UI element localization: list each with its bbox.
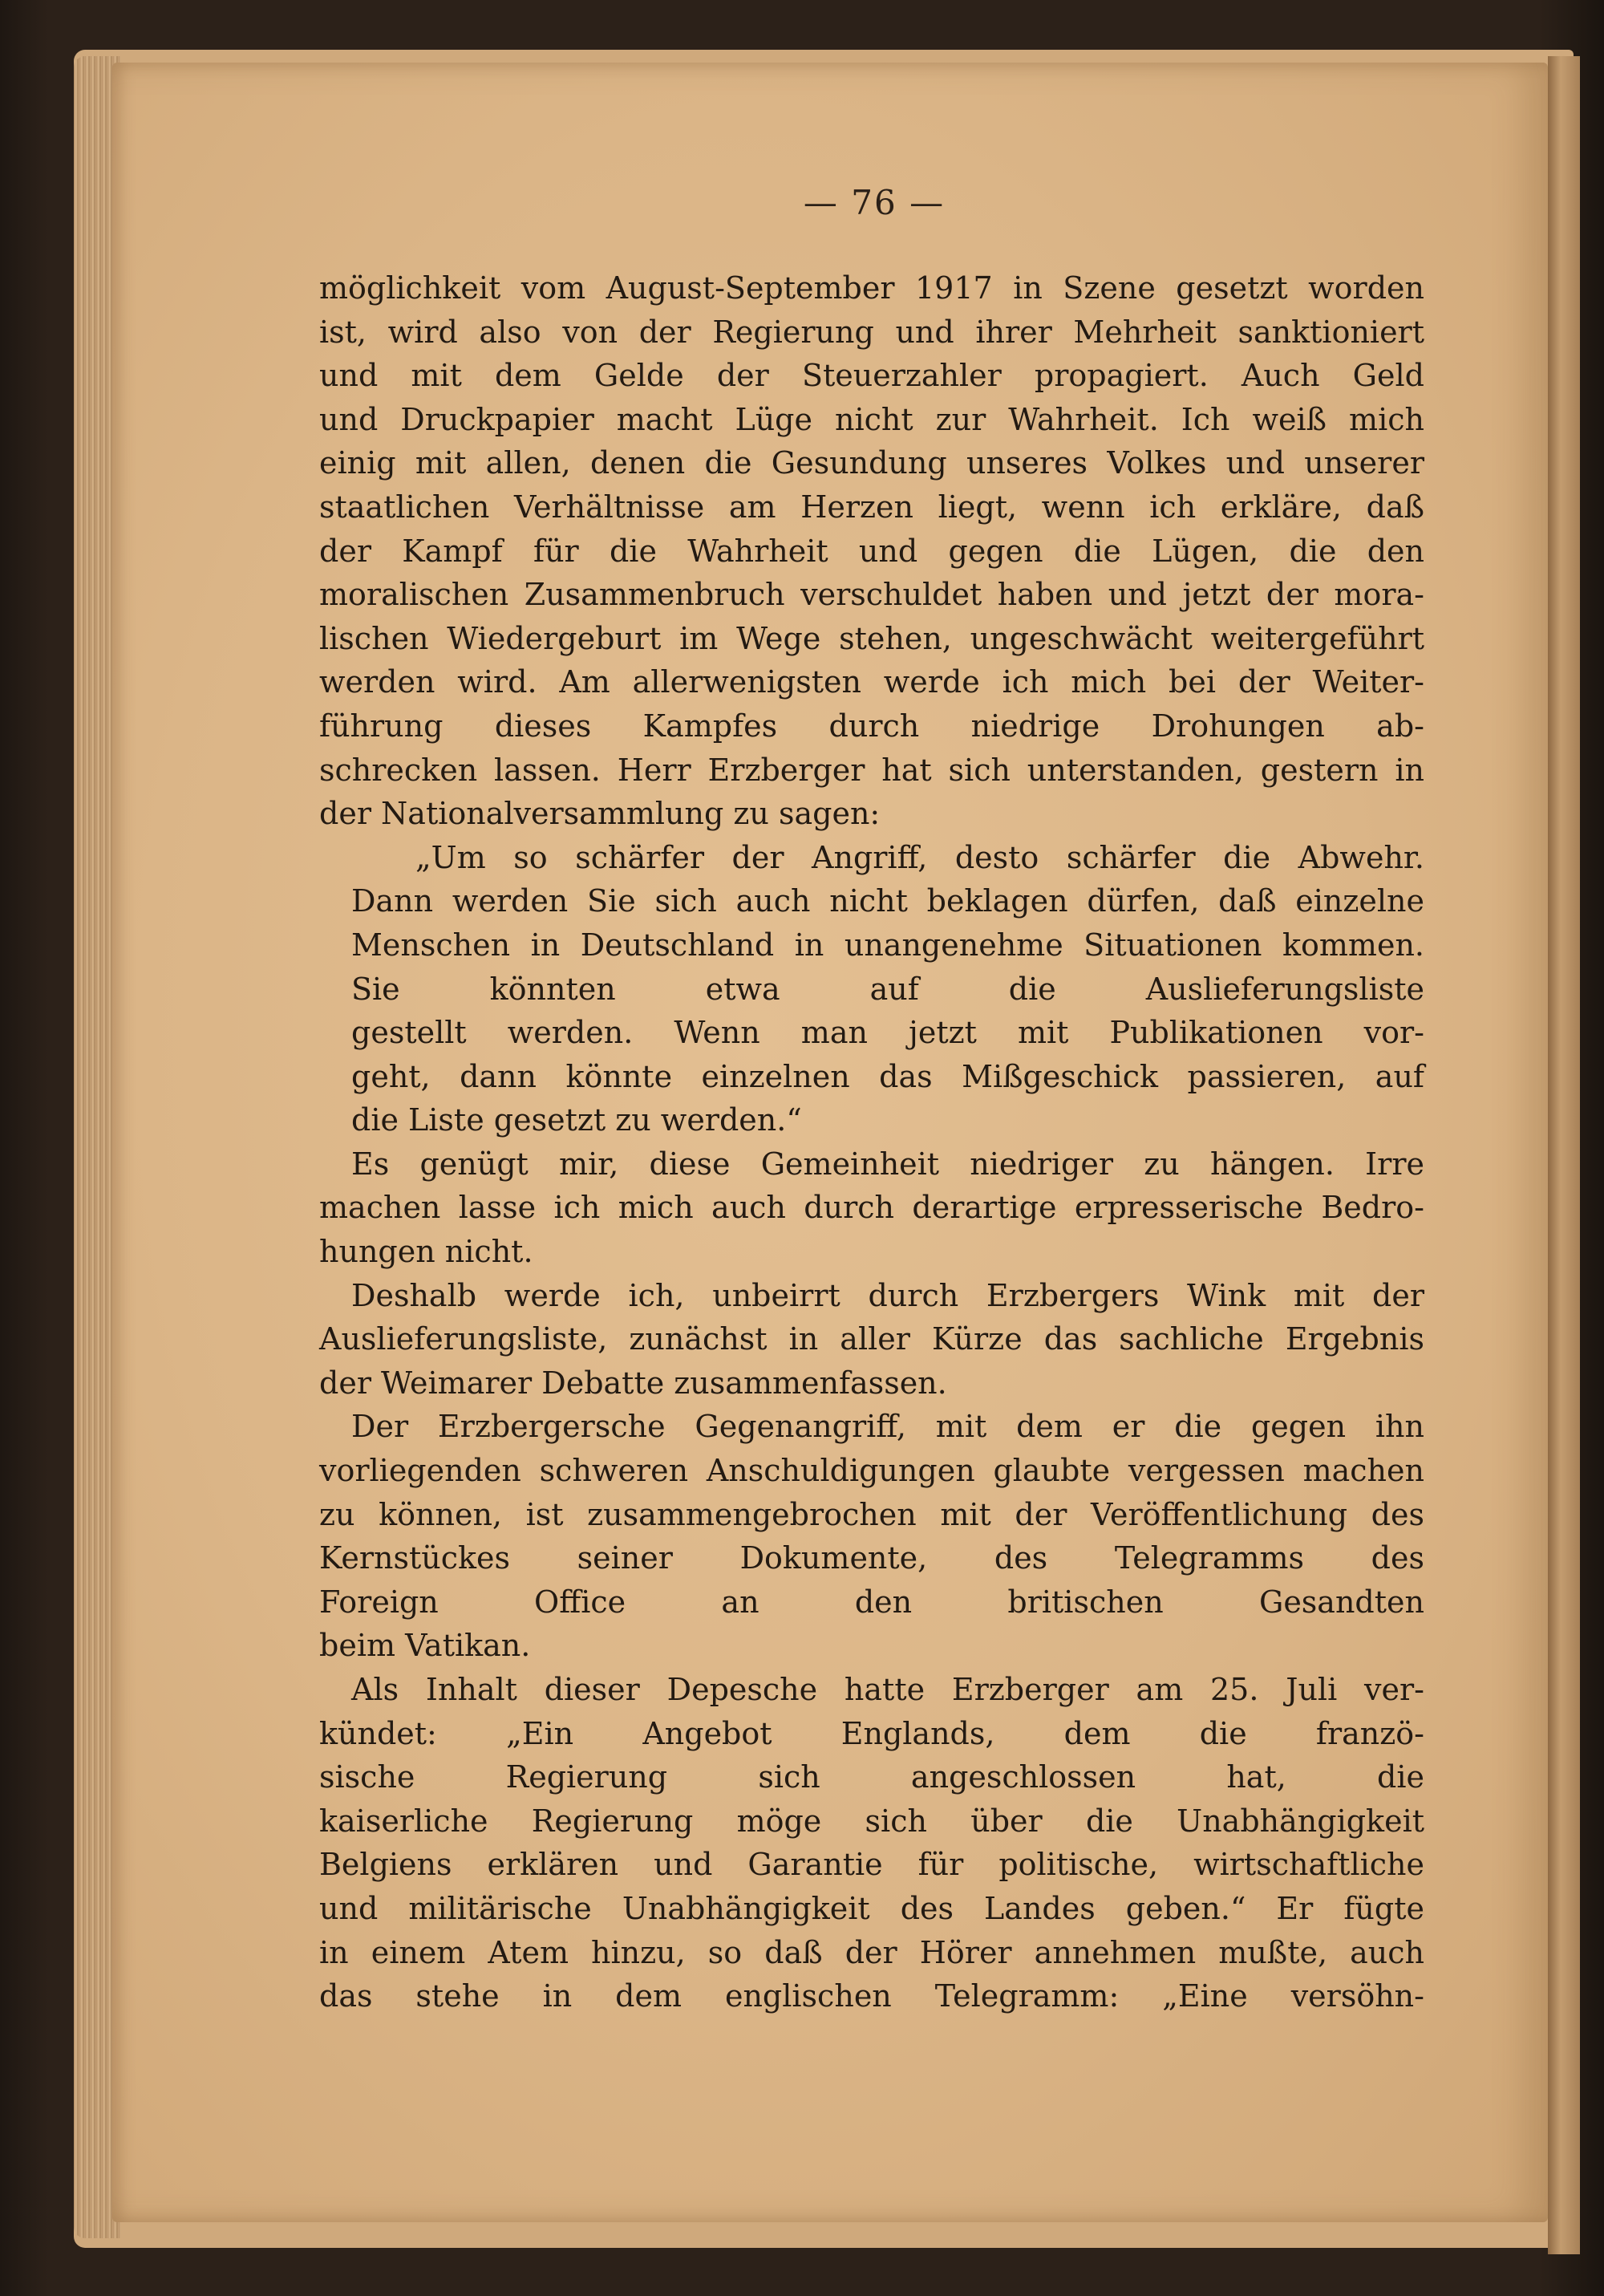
text-line: ist, wird also von der Regierung und ihrer Mehrheit sanktioniert — [319, 314, 1424, 350]
text-line: hungen nicht. — [319, 1234, 533, 1270]
text-line: Kernstückes seiner Dokumente, des Telegramms des — [319, 1540, 1424, 1576]
text-line: der Nationalversammlung zu sagen: — [319, 796, 881, 832]
text-line: kaiserliche Regierung möge sich über die Unabhängigkeit — [319, 1803, 1424, 1839]
quote-line: die Liste gesetzt zu werden.“ — [351, 1102, 802, 1138]
text-line: der Weimarer Debatte zusammenfassen. — [319, 1365, 947, 1401]
text-line: schrecken lassen. Herr Erzberger hat sich unterstanden, gestern in — [319, 752, 1424, 788]
text-line: sische Regierung sich angeschlossen hat, die — [319, 1759, 1424, 1795]
text-line: führung dieses Kampfes durch niedrige Drohungen ab- — [319, 708, 1424, 744]
text-line: vorliegenden schweren Anschuldigungen glaubte vergessen machen — [319, 1453, 1424, 1489]
text-line: staatlichen Verhältnisse am Herzen liegt, wenn ich erkläre, daß — [319, 489, 1424, 525]
text-line: Der Erzbergersche Gegenangriff, mit dem er die gegen ihn — [351, 1409, 1424, 1445]
quote-line: geht, dann könnte einzelnen das Mißgeschick passieren, auf — [351, 1058, 1424, 1094]
text-line: beim Vatikan. — [319, 1628, 531, 1664]
text-line: Auslieferungsliste, zunächst in aller Kürze das sachliche Ergebnis — [319, 1321, 1424, 1357]
text-line: zu können, ist zusammengebrochen mit der Veröffentlichung des — [319, 1496, 1424, 1532]
text-line: machen lasse ich mich auch durch derartige erpresserische Bedro- — [319, 1190, 1424, 1226]
text-line: und militärische Unabhängigkeit des Landes geben.“ Er fügte — [319, 1890, 1424, 1926]
text-line: und mit dem Gelde der Steuerzahler propagiert. Auch Geld — [319, 358, 1424, 394]
text-line: lischen Wiedergeburt im Wege stehen, ungeschwächt weitergeführt — [319, 620, 1424, 656]
quote-line: Dann werden Sie sich auch nicht beklagen dürfen, daß einzelne — [351, 883, 1424, 919]
quote-line: „Um so schärfer der Angriff, desto schärfer die Abwehr. — [415, 839, 1424, 875]
quote-line: Menschen in Deutschland in unangenehme Situationen kommen. — [351, 927, 1424, 963]
text-line: kündet: „Ein Angebot Englands, dem die franzö- — [319, 1715, 1424, 1751]
text-line: Belgiens erklären und Garantie für politische, wirtschaftliche — [319, 1847, 1424, 1883]
text-line: Deshalb werde ich, unbeirrt durch Erzbergers Wink mit der — [351, 1277, 1424, 1313]
text-line: das stehe in dem englischen Telegramm: „Eine versöhn- — [319, 1978, 1424, 2014]
text-line: Als Inhalt dieser Depesche hatte Erzberger am 25. Juli ver- — [351, 1672, 1424, 1707]
text-line: einig mit allen, denen die Gesundung unseres Volkes und unserer — [319, 445, 1424, 481]
page-number: — 76 — — [803, 183, 946, 222]
text-line: und Druckpapier macht Lüge nicht zur Wahrheit. Ich weiß mich — [319, 401, 1424, 437]
body-text — [319, 266, 1424, 2018]
quote-line: gestellt werden. Wenn man jetzt mit Publikationen vor- — [351, 1015, 1424, 1051]
text-line: der Kampf für die Wahrheit und gegen die Lügen, die den — [319, 533, 1424, 569]
book-binding — [1548, 56, 1580, 2254]
text-line: werden wird. Am allerwenigsten werde ich mich bei der Weiter- — [319, 664, 1424, 700]
text-line: möglichkeit vom August-September 1917 in Szene gesetzt worden — [319, 270, 1424, 306]
quote-line: Sie könnten etwa auf die Auslieferungsliste — [351, 971, 1424, 1007]
text-line: Foreign Office an den britischen Gesandten — [319, 1584, 1424, 1620]
text-line: moralischen Zusammenbruch verschuldet haben und jetzt der mora- — [319, 577, 1424, 613]
text-line: Es genügt mir, diese Gemeinheit niedriger zu hängen. Irre — [351, 1146, 1424, 1182]
text-line: in einem Atem hinzu, so daß der Hörer annehmen mußte, auch — [319, 1934, 1424, 1970]
